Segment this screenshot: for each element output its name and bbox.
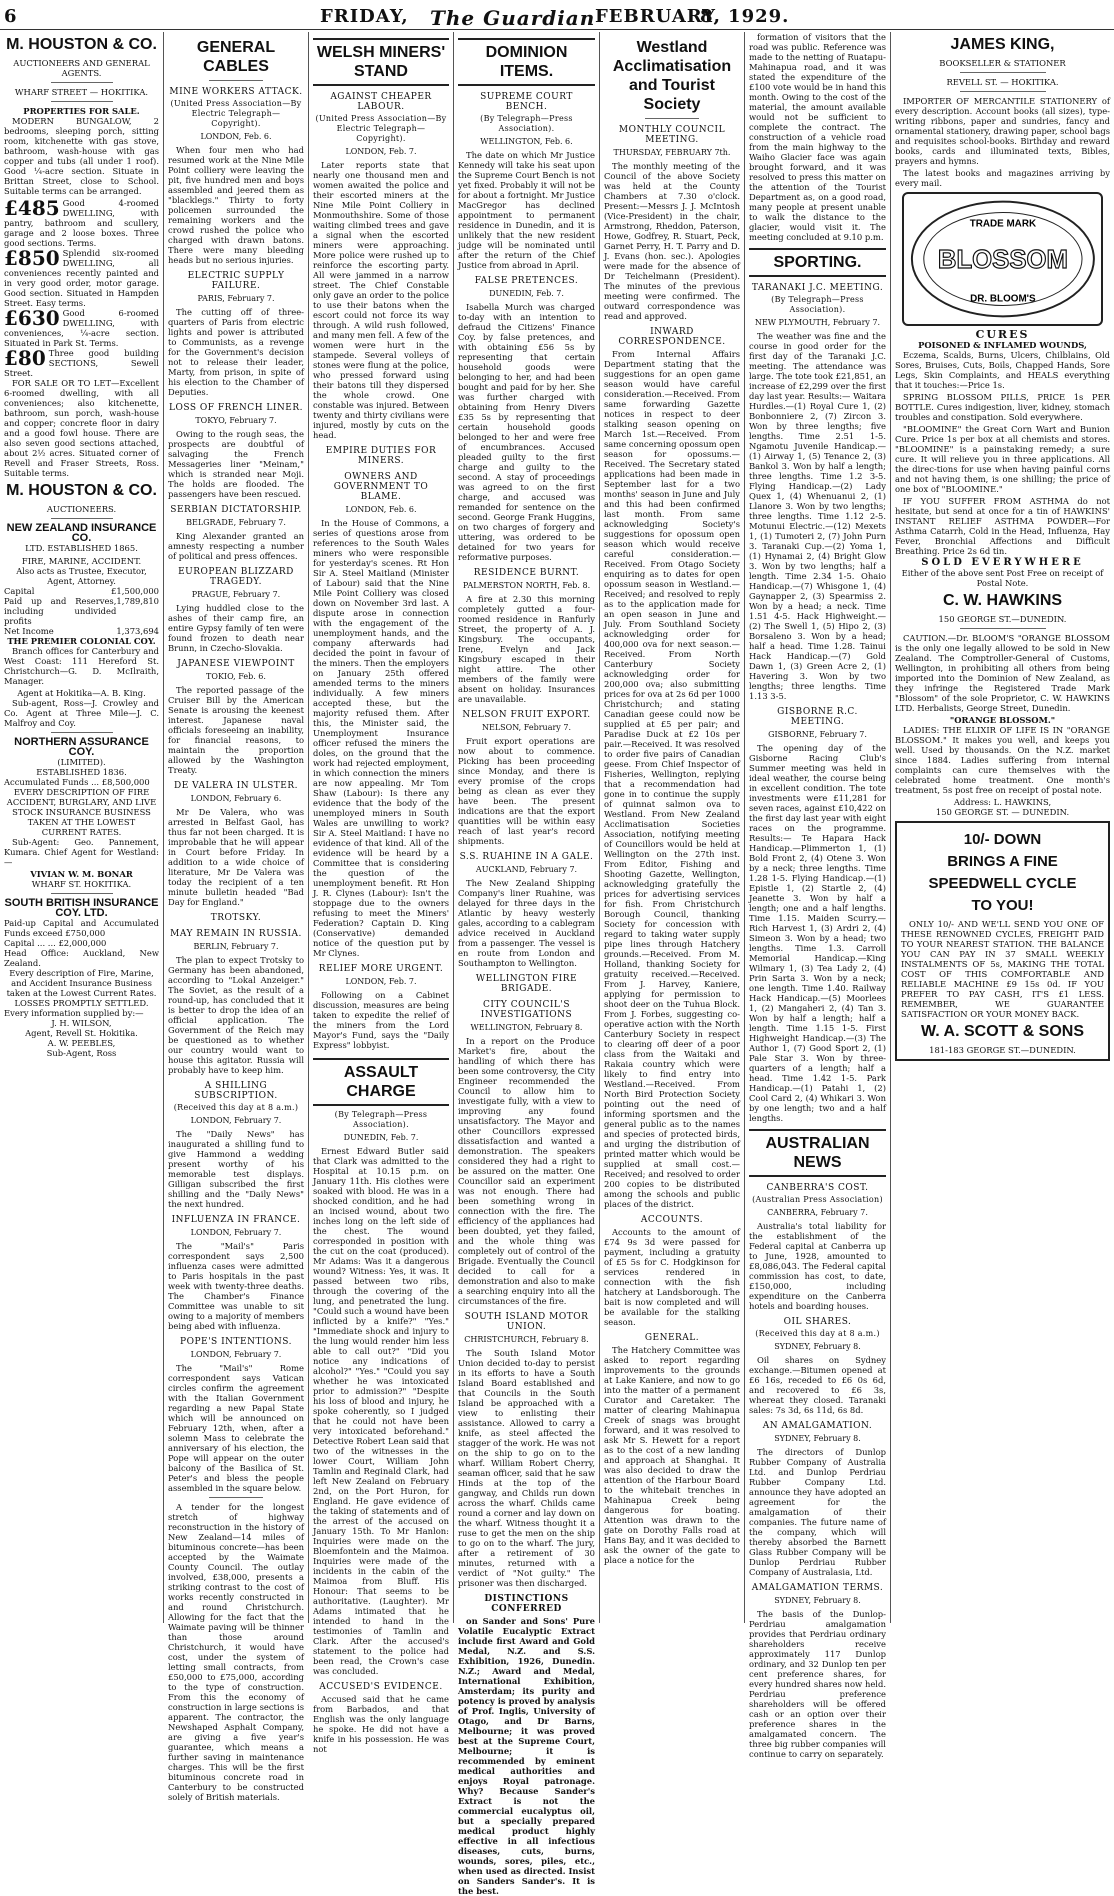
- wilson-agent: Agent, Revell St. Hokitika.: [25, 1028, 138, 1038]
- story-heading: AGAINST CHEAPER LABOUR.: [330, 92, 432, 112]
- story-text: The weather was fine and the course in good order for the first day of the Taranaki J.C. meeting. The attendance was large. The tote took £21,851, an increase of £2,299 over the first day last year. Results:— Waitara Hurdles.—(1) Royal Cure 1, (2) Bonbonniere 2, (7) Zircon 3. Won by three lengths; five lengths. Time 2.51 1-5. Ngamotu Juvenile Handicap.—(1) Airway 1, (5) Tenance 2, (3) Bankol 3. Won by half a length; three lengths. Time 1.2 3-5. Flying Handicap.—(2) Lady Quex 1, (4) Whenuanui 2, (1) Llanore 3. Won by two lengths; three lengths. Time 1.12 2-5. Motunui Electric.—(12) Mexets 1, (1) Tumoteri 2, (7) John Purn 3. Taranaki Cup.—(2) Yoma 1, (1) Hynamai 2, (4) Bright Glow 3. Won by two lengths; half a length. Time 2.34 1-5. Ohaio Handicap.—(7) Whisgone 1, (4) Gaynapper 2, (3) Spearmiss 2. Won by a head; a neck. Time 1.51 4-5. Hack Highweight.—(2) The Swell 1, (5) Hipo 2, (3) Borsaleno 3. Won by a head; half a head. Time 1.28. Tainui Hack Handicap.—(7) Gold Dawn 1, (3) Green Acre 2, (1) Havering 3. Won by two lengths; three lengths. Time 1.13 3-5.: [749, 331, 886, 701]
- info-supplied: Every information supplied by:—: [4, 1008, 144, 1018]
- story-heading: SOUTH ISLAND MOTOR UNION.: [464, 1312, 589, 1332]
- dateline: AUCKLAND, February 7.: [475, 865, 578, 874]
- story-heading: FALSE PRETENCES.: [474, 276, 579, 286]
- story-text: The opening day of the Gisborne Racing Club's Summer meeting was held in ideal weather, the course being in excellent condition. The tote investments were £11,281 for seven races, against £10,422 on the first day last year with eight races on the programme. Results:— Te Hapara Hack Handicap.—Plimmerton 1, (1) Bold Front 2, (4) Otene 3. Won by a neck; three lengths. Time 1.28 1-5. Flying Handicap.—(1) Epistle 1, (2) Startle 2, (4) Jeanette 3. Won by half a length; one and a half lengths. Time 1.15. Maiden Scurry.—Rich Harvest 1, (3) Ardri 2, (4) Simeon 3. Won by a head; two lengths. Time 1.3. Carroll Memorial Handicap.—King Wilmary 1, (3) Tea Lady 2, (4) Prin Sarta 3. Won by a neck; one length. Time 1.40. Railway Hack Handicap.—(5) Moorlees 1, (2) Mangaheri 2, (4) Tan 3. Won by half a length; half a length. Time 1.15 1-5. First Highweight Handicap.—(3) The Author 1, (7) Good Sport 2, (1) Pale Star 3. Won by three-quarters of a length; half a head. Time 1.42 1-5. Park Handicap.—(1) Patahi 1, (2) Cool Card 2, (4) Whikari 3. Won by one length; two and a half lengths.: [749, 743, 886, 1123]
- section-heading: SPORTING.: [749, 248, 886, 277]
- story-heading: CANBERRA'S COST.: [766, 1183, 869, 1193]
- cures-text: Eczema, Scalds, Burns, Ulcers, Chilblains, Old Sores, Bruises, Cuts, Boils, Chapped Hands, Sore Legs, Skin Complaints, and HEALS everything that it touches:—Price 1s.: [895, 350, 1110, 390]
- story-heading: SUPREME COURT BENCH.: [480, 92, 573, 112]
- story-text: The monthly meeting of the Council of the above Society was held at the County Chambers at 7.30 o'clock. Present:—Messrs J. J. McIntosh (Vice-President) in the chair, Armstrong, Rheddon, Paterson, Howe, Godfrey, R. Stuart, Peck, Garnet Perry, H. T. Parry and D. J. Evans (hon. sec.). Apologies were made for the absence of Dr Teichelmann (President). The minutes of the previous meeting were confirmed. The outward correspondence was read and approved.: [604, 161, 740, 321]
- property-ad: Three good building SECTIONS, Sewell Street.: [4, 348, 159, 378]
- section-heading: Westland Acclimatisation and Tourist Society: [612, 39, 732, 113]
- story-heading: EMPIRE DUTIES FOR MINERS.: [325, 446, 437, 466]
- dateline: SYDNEY, February 8.: [774, 1342, 861, 1351]
- branch-offices: Branch offices for Canterbury and West Coast: 111 Hereford St. Christchurch—G. D. McIlraith, Manager.: [4, 646, 159, 686]
- story-text: The South Island Motor Union decided to-day to persist in its efforts to have a South Island Board established and that Councils in the South Island be approached with a view to enlisting their assistance. Allowed to carry a knife, as steel affected the stagger of the work. He was not on the ship to go on to the wharf. William Robert Cherry, seaman officer, said that he saw Hinds at the top of the gangway, and Childs run down across the wharf. Childs came round a corner and lay down on the wharf. Witness thought it a ruse to get the men on the ship to go on to the wharf. The jury, after a retirement of 30 minutes, returned with a verdict of "Not guilty." The prisoner was then discharged.: [458, 1348, 595, 1588]
- dateline: DUNEDIN, Feb. 7.: [489, 289, 564, 298]
- dateline: LONDON, February 6.: [190, 794, 282, 803]
- dateline: PARIS, February 7.: [197, 294, 275, 303]
- paidup-value: 1,789,810: [116, 596, 159, 606]
- story-heading: GISBORNE R.C. MEETING.: [777, 707, 858, 727]
- paidup-label: Paid up and Reserves, including undivided profits: [4, 596, 117, 626]
- credit-line: (United Press Association—By Electric Telegraph—Copyright).: [315, 114, 447, 143]
- peebles-agent: Sub-Agent, Ross: [46, 1048, 117, 1058]
- cycle-headline-4: TO YOU!: [971, 897, 1034, 914]
- houston-name-2: M. HOUSTON & CO.: [6, 482, 157, 499]
- sb-capital: Capital ... ... £2,000,000: [4, 938, 107, 948]
- spring-blossom-ad: SPRING BLOSSOM PILLS, PRICE 1s PER BOTTLE. Cures indigestion, liver, kidney, stomach troubles and constipation. Sold everywhere.: [895, 392, 1110, 422]
- story-heading: WELLINGTON FIRE BRIGADE.: [475, 974, 578, 994]
- dateline: WELLINGTON, February 8.: [470, 1023, 583, 1032]
- story-text: A tender for the longest stretch of highway reconstruction in the history of New Zealand—14 miles of bituminous concrete—has been accepted by the Waimate County Council. The outlay involved, £38,000, presents a striking contrast to the cost of works recently constructed in and round Christchurch. Allowing for the fact that the Waimate paving will be thinner than those around Christchurch, it would have cost, under the system of letting small contracts, from £50,000 to £75,000, according to the type of construction. From this the economy of construction in large sections is apparent. The contractor, the Newshaped Asphalt Company, are giving a five year's guarantee, which means a further saving in maintenance charges. This will be the first bituminous concrete road in Canterbury to be constructed solely of British materials.: [168, 1502, 304, 1802]
- story-heading: AMALGAMATION TERMS.: [751, 1583, 884, 1593]
- story-subheading: OWNERS AND GOVERNMENT TO BLAME.: [333, 472, 429, 502]
- story-heading: EUROPEAN BLIZZARD TRAGEDY.: [178, 567, 294, 587]
- credit-line: (By Telegraph—Press Association).: [334, 1110, 428, 1129]
- dateline: NEW PLYMOUTH, February 7.: [754, 318, 881, 327]
- story-heading: S.S. RUAHINE IN A GALE.: [459, 852, 594, 862]
- cycle-headline-2: BRINGS A FINE: [947, 853, 1058, 870]
- masthead-date: 8, 1929.: [700, 6, 790, 27]
- story-subheading: MAY REMAIN IN RUSSIA.: [170, 929, 302, 939]
- james-king-ad: IMPORTER OF MERCANTILE STATIONERY of every description. Account books (all sizes), type-writing ribbons, paper and sundries, fancy and ornamental stationery, drawing paper, school bags and requisites school-books. Birthday and reward books, cards and illuminated texts, Bibles, prayers and hymns.: [895, 96, 1110, 166]
- dateline: CHRISTCHURCH, February 8.: [464, 1335, 589, 1344]
- accumulated-funds: Accumulated Funds ... £8,500,000: [4, 777, 150, 787]
- story-text: In a report on the Produce Market's fire, about the handling of which there has been some controversy, the City Engineer recommended the Council to allow him to investigate fully, with a view to improving any found unsatisfactory. The Mayor and other Councillors expressed dissatisfaction and wanted a demonstration. The speakers considered they had a right to be assured on the matter. One Councillor said an experiment was not enough. There had been something wrong in connection with the fire. The efficiency of the appliances had been doubted, yet they failed, and the whole thing was completely out of control of the Brigade. Eventually the Council decided to call for a demonstration and also to make a searching enquiry into all the circumstances of the fire.: [458, 1036, 595, 1306]
- property-ad: Good 4-roomed DWELLING, with pantry, bathroom and scullery, garage and 2 loose boxes. Three good sections. Terms.: [4, 198, 159, 248]
- section-heading: WELSH MINERS' STAND: [313, 38, 449, 86]
- story-text: Owing to the rough seas, the prospects are doubtful of salvaging the French Messageries liner "Meinam," which is stranded near Moji. The holds are flooded. The passengers have been rescued.: [168, 429, 304, 499]
- losses-settled: LOSSES PROMPTLY SETTLED.: [14, 998, 149, 1008]
- property-price: £80: [4, 346, 46, 370]
- received-note: (Received this day at 8 a.m.): [173, 1103, 299, 1112]
- story-text: When four men who had resumed work at the Nine Mile Point colliery were leaving the pit, five hundred men and boys assembled and jeered them as "blacklegs." Thirty to forty policemen surrounded the remaining workers and the crowd rushed the police who charged with drawn batons. There were many bleeding heads but no serious injuries.: [168, 145, 304, 265]
- vivian-bonar: VIVIAN W. M. BONAR: [30, 869, 133, 879]
- sub-agent-ross: Sub-agent, Ross—J. Crowley and Co. Agent at Three Mile—J. C. Malfroy and Coy.: [4, 698, 159, 728]
- dateline: SYDNEY, February 8.: [774, 1434, 861, 1443]
- dateline: PALMERSTON NORTH, Feb. 8.: [462, 581, 591, 590]
- story-heading: JAPANESE VIEWPOINT: [177, 659, 295, 669]
- nz-insurance-name: NEW ZEALAND INSURANCE CO.: [6, 522, 157, 544]
- established-1836: ESTABLISHED 1836.: [36, 767, 127, 777]
- story-heading: POPE'S INTENTIONS.: [180, 1337, 292, 1347]
- dateline: WELLINGTON, Feb. 6.: [480, 137, 573, 146]
- trustee-note: Also acts as Trustee, Executor, Agent, Attorney.: [16, 566, 147, 586]
- story-heading: GENERAL.: [644, 1333, 700, 1343]
- credit-line: (United Press Association—By Electric Telegraph—Copyright).: [170, 99, 302, 128]
- dateline: LONDON, Feb. 6.: [200, 132, 272, 141]
- logo-bottom-text: DR. BLOOM'S: [969, 293, 1036, 305]
- story-heading: MINE WORKERS ATTACK.: [169, 87, 303, 97]
- dateline: LONDON, Feb. 7.: [345, 977, 417, 986]
- cycle-headline-1: 10/- DOWN: [963, 831, 1042, 848]
- story-text: A fire at 2.30 this morning completely gutted a four-roomed residence in Ranfurly Street, the property of A. J. Kingsbury. The occupants, Irene, Evelyn and Jack Kingsbury escaped in their night attire. The other members of the family were absent on holiday. Insurances are unavailable.: [458, 594, 595, 704]
- premier-colonial: THE PREMIER COLONIAL COY.: [7, 636, 156, 646]
- james-king-ad-2: The latest books and magazines arriving by every mail.: [895, 168, 1110, 188]
- credit-line: (By Telegraph—Press Association).: [771, 295, 864, 314]
- story-text: The plan to expect Trotsky to Germany has been abandoned, according to "Lokal Anzeiger." The Soviet, as the result of a round-up, has concluded that it is better to drop the idea of an official application. The Government of the Reich may be questioned as to whether our country would want to house this agitator. Russia will probably have to keep him.: [168, 955, 304, 1075]
- story-text: The "Daily News" has inaugurated a shilling fund to give Hammond a wedding present worthy of his memorable test displays. Gilligan subscribed the first shilling and the "Daily News" the next hundred.: [168, 1129, 304, 1209]
- story-text: The reported passage of the Cruiser Bill by the American Senate is arousing the keenest interest. Japanese naval officials foreseeing an inability, for financial reasons, to maintain the proportion allowed by the Washington Treaty.: [168, 685, 304, 775]
- blossom-logo-graphic: [904, 194, 1102, 324]
- credit-line: (Australian Press Association): [752, 1195, 883, 1204]
- property-price: £630: [4, 306, 60, 330]
- story-text: Accounts to the amount of £74 9s 3d were passed for payment, including a gratuity of £5 5s for C. Hodgkinson for services rendered in connection with the fish hatchery at Landsborough. The bait is now completed and will be available for the stalking season.: [604, 1227, 740, 1327]
- column-4-dominion-items: [454, 32, 599, 1896]
- story-text: In the House of Commons, a series of questions arose from references to the South Wales miners who were responsible for yesterday's scenes. Rt Hon Sir A. Steel Maitland (Minister of Labour) said that the Nine Mile Point Colliery was closed down on November 3rd last. A dispute arose in connection with the engagement of the unemployment hands, and the company afterwards had decided the point in favour of the miners. Then the employers on January 25th offered amended terms to the miners individually. A few miners accepted these, but the majority refused them. After this, the Minister said, the Unemployment Insurance officer refused the miners the doles, on the ground that the work had rejected employment, in which connection the miners are now appealing. Mr Tom Shaw (Labour): Is there any evidence that the body of the unemployed miners in South Wales are unwilling to work? Sir A. Steel Maitland: I have no evidence of that kind. All of the evidence will be heard by a Committee that is considering the question of the unemployment benefit. Rt Hon J. R. Clynes (Labour): Isn't the stoppage due to the owners refusing to meet the Miners' Federation? Captain D. King (Conservative) demanded notice of the question put by Mr Clynes.: [313, 518, 449, 958]
- dateline: CANBERRA, February 7.: [767, 1208, 868, 1217]
- story-heading: MONTHLY COUNCIL MEETING.: [618, 125, 726, 145]
- nz-insurance-est: LTD. ESTABLISHED 1865.: [25, 543, 138, 553]
- masthead-month: FEBRUARY,: [595, 6, 721, 27]
- story-text: Oil shares on Sydney exchange.—Bitumen opened at £6 16s, receded to £6 0s 6d, and recovered to £6 3s, whereat they closed. Taranaki sales: 7s 3d, 6s 11d, 6s 8d.: [749, 1355, 886, 1415]
- distinctions-heading: DISTINCTIONS CONFERRED: [484, 1594, 569, 1614]
- column-7-ads: [891, 32, 1114, 1623]
- story-text: Australia's total liability for the establishment of the Federal capital at Canberra up to June, 1928, amounted to £8,086,043. The Federal capital commission has cost, to date, £150,000, including expenditure on the Canberra hotels and boarding houses.: [749, 1221, 886, 1311]
- cures-subheading: POISONED & INFLAMED WOUNDS,: [918, 340, 1087, 350]
- dateline: SYDNEY, February 8.: [774, 1596, 861, 1605]
- sb-paid-up: Paid-up Capital and Accumulated Funds exceed £750,000: [4, 918, 159, 938]
- column-1-ads: [0, 32, 163, 1623]
- speedwell-cycle-ad: [895, 821, 1110, 1061]
- logo-word: BLOSSOM: [937, 245, 1068, 274]
- address-line-2: 150 GEORGE ST. — DUNEDIN.: [935, 807, 1070, 817]
- column-5-acclimatisation: [600, 32, 744, 1623]
- post-free-note: Either of the above sent Post Free on receipt of Postal Note.: [901, 568, 1104, 588]
- section-heading: AUSTRALIAN NEWS: [749, 1129, 886, 1177]
- story-heading: INWARD CORRESPONDENCE.: [618, 327, 726, 347]
- houston-address: WHARF STREET — HOKITIKA.: [14, 87, 149, 97]
- agent-hokitika: Agent at Hokitika—A. B. King.: [17, 688, 146, 698]
- dateline: LONDON, Feb. 6.: [345, 505, 417, 514]
- story-heading: ACCUSED'S EVIDENCE.: [319, 1682, 443, 1692]
- story-heading: ACCOUNTS.: [640, 1215, 704, 1225]
- caution-notice: CAUTION.—Dr. BLOOM'S "ORANGE BLOSSOM is the only one legally allowed to be sold in New Zealand. The Comptroller-General of Customs, Wellington, in prohibiting all others from being imported into the Dominion of New Zealand, as they infringe the Registered Trade Mark "Blossom" of the sole Proprietor, C. W. HAWKINS LTD. Herbalists, George Street, Dunedin.: [895, 633, 1110, 713]
- property-ad: MODERN BUNGALOW, 2 bedrooms, sleeping porch, sitting room, kitchenette with gas stove, bathroom, wash-house with gas copper and tubs (all under 1 roof). Good ¼-acre section. Situate in Brittan Street, close to School. Suitable terms can be arranged.: [4, 116, 159, 196]
- story-text: The New Zealand Shipping Company's liner Ruahine, was delayed for three days in the Atlantic by heavy westerly gales, according to a cablegram advice received in Auckland from a passenger. The vessel is en route from London and Southampton to Wellington.: [458, 878, 595, 968]
- property-ad: Splendid six-roomed DWELLING, all conveniences recently painted and in very good order, motor garage. Good section. Situated in Hampden Street. Easy terms.: [4, 248, 159, 308]
- column-3-welsh-miners: [309, 32, 453, 1754]
- logo-top-text: TRADE MARK: [969, 218, 1036, 230]
- blossom-logo: [902, 192, 1104, 326]
- dateline: BERLIN, February 7.: [193, 942, 279, 951]
- credit-line: (By Telegraph—Press Association).: [480, 114, 573, 133]
- cures-heading: CURES: [975, 328, 1030, 341]
- story-heading: NELSON FRUIT EXPORT.: [462, 710, 591, 720]
- hawkins-address: 150 GEORGE ST.—DUNEDIN.: [938, 614, 1067, 624]
- section-heading: DOMINION ITEMS.: [458, 38, 595, 86]
- limited: (LIMITED).: [57, 757, 106, 767]
- james-king-address: REVELL ST. — HOKITIKA.: [946, 77, 1059, 87]
- story-heading: RELIEF MORE URGENT.: [318, 964, 444, 974]
- sold-everywhere: SOLD EVERYWHERE: [921, 557, 1084, 568]
- story-heading: AN AMALGAMATION.: [762, 1421, 873, 1431]
- property-ad: Good 6-roomed DWELLING, with conveniences, ¼-acre section. Situated in Park St. Terms.: [4, 308, 159, 348]
- houston-desc: AUCTIONEERS AND GENERAL AGENTS.: [13, 58, 150, 78]
- property-price: £485: [4, 196, 60, 220]
- story-text: The date on which Mr Justice Kennedy will take his seat upon the Supreme Court Bench is not yet fixed. Probably it will not be for about a fortnight. Mr Justice MacGregor has declined appointment to permanent residence in Dunedin, and it is unlikely that the new resident judge will be nominated until after the return of the Chief Justice from abroad in April.: [458, 150, 595, 270]
- properties-heading: PROPERTIES FOR SALE.: [23, 106, 140, 116]
- capital-value: £1,500,000: [111, 586, 159, 596]
- property-ad: FOR SALE OR TO LET—Excellent 6-roomed dwelling, with all conveniences; also kitchenette, bathroom, sun porch, wash-house and copper; concrete floor in dairy and a good fowl house. There are also seven good sections attached, about 2½ acres. Situated corner of Revell and Fraser Streets, Ross. Suitable terms.: [4, 378, 159, 478]
- story-text: From Internal Affairs Department stating that the suggestions for an open game season would have careful consideration.—Received. From same forwarding Gazette notices in respect to deer stalking season opening on March 1st.—Received. From same concerning opossum open season for opossums.—Received. The Secretary stated applications had been made in September last for a two months' season in June and July and this had been confirmed last month. From same acknowledging Society's suggestions for opossum open season which would receive careful consideration.—Received. From Otago Society enquiring as to dates for open opossum season in Westland.—Received; and resolved to reply as to the application made for an open season in June and July. From Southland Society acknowledging order for 400,000 ova for next season.—Received. From North Canterbury Society acknowledging order for 200,000 ova; also submitting prices for ova at 2s 6d per 1000 Christchurch; and stating Canadian geese could now be supplied at £5 per pair; and Paradise Duck at £2 10s per pair.—Received. It was resolved to order five pairs of Canadian geese. From Chief Inspector of Fisheries, Wellington, replying that a recommendation had gone in to continue the supply of quinnat salmon ova to Westland. From New Zealand Acclimatisation Societies Association, notifying meeting of Councillors would be held at Wellington on the 27th inst. From Editor, Fishing and Shooting Gazette, Wellington, acknowledging gratefully the prices for advertising services for fish. From Christchurch Borough Council, thanking Society for concession with regard to taking water supply pipe lines through Hatchery grounds.—Received. From M. Holland, thanking Society for gratuity received.—Received. From J. Harvey, Kaniere, applying for permission to shoot deer on the Tuhua Block. From J. Forbes, suggesting co-operative action with the North Canterbury Society in respect to clearing off deer of a poor class from the Waitaki and Rakaia country which were likely to find entry into Westland.—Received. From North Bird Protection Society pointing out the need of informing sportsmen and the general public as to the names and species of protected birds, and urging the distribution of printed matter which would be supplied at small cost.—Received; and resolved to order 200 copies to be distributed among the schools and public places of the district.: [604, 349, 740, 1209]
- story-text: The "Mail's" Paris correspondent says 2,500 influenza cases were admitted to Paris hospitals in the past week with twenty-three deaths. The Chamber's Finance Committee was unable to sit owing to a majority of members being abed with influenza.: [168, 1241, 304, 1331]
- story-text: King Alexander granted an amnesty respecting a number of political and press offences.: [168, 531, 304, 561]
- james-king-desc: BOOKSELLER & STATIONER: [939, 58, 1066, 68]
- dateline: PRAGUE, February 7.: [191, 590, 281, 599]
- section-heading: ASSAULT CHARGE: [313, 1058, 449, 1106]
- vivian-address: WHARF ST. HOKITIKA.: [31, 879, 132, 889]
- story-heading: SERBIAN DICTATORSHIP.: [170, 505, 302, 515]
- story-text: The directors of Dunlop Rubber Company of Australia Ltd. and Dunlop Perdriau Rubber Company Ltd. announce they have adopted an agreement for the amalgamation of their companies. The future name of the company, which will thereby absorbed the Barnett Glass Rubber Company will be Dunlop Perdriau Rubber Company of Australasia, Ltd.: [749, 1447, 886, 1577]
- hawkins-name: C. W. HAWKINS: [942, 592, 1063, 609]
- story-text: The basis of the Dunlop-Perdriau amalgamation provides that Perdriau ordinary shareholders receive approximately 117 Dunlop ordinary, and 32 Dunlop ten per cent preference shares, for every hundred shares now held. Perdriau preference shareholders will be offered cash or an option over their preference shares in the amalgamated concern. The three big rubber companies will continue to carry on separately.: [749, 1609, 886, 1759]
- south-british-insurance: SOUTH BRITISH INSURANCE COY. LTD.: [4, 897, 159, 919]
- story-heading: INFLUENZA IN FRANCE.: [171, 1215, 301, 1225]
- northern-assurance: NORTHERN ASSURANCE COY.: [14, 736, 149, 758]
- story-text: Lying huddled close to the ashes of their camp fire, an entire Gypsy family of ten were found frozen to death near Brunn, in Czecho-Slovakia.: [168, 603, 304, 653]
- fire-marine: FIRE, MARINE, ACCIDENT.: [21, 556, 142, 566]
- story-heading: TARANAKI J.C. MEETING.: [751, 283, 884, 293]
- sub-agent-kumara: Sub-Agent: Geo. Pannement, Kumara. Chief Agent for Westland:—: [4, 837, 159, 867]
- masthead-rule: [0, 29, 1114, 30]
- sb-head-office: Head Office: Auckland, New Zealand.: [4, 948, 159, 968]
- dateline: DUNEDIN, Feb. 7.: [343, 1133, 419, 1142]
- column-2-general-cables: [164, 32, 308, 1802]
- capital-label: Capital: [4, 586, 35, 596]
- story-text: Ernest Edward Butler said that Clark was admitted to the Hospital at 10.15 p.m. on January 11th. His clothes were soaked with blood. He was in a shocked condition, and he had an incised wound, about two inches long on the left side of the chest. The wound corresponded in position with the cut on the coat (produced). Mr Adams: Was it a dangerous wound? Witness: Yes, it was. It passed between two ribs, through the covering of the lung, and penetrated the lung. "Could such a wound have been inflicted by a knife?" "Yes." "Immediate shock and injury to the lung would render him less able to call out?" "Did you notice any indications of alcohol?" "Yes." "Could you say whether he was intoxicated prior to admission?" "Despite his loss of blood and injury, he spoke coherently, so I judged that he could not have been very intoxicated beforehand." Detective Robert Lean said that two of the witnesses in the lower Court, William John Tamlin and Reginald Clark, had left New Zealand on February 2nd, on the Port Huron, for England. He gave evidence of the taking of statements and of the arrest of the accused on January 15th. To Mr Hanlon: Inquiries were made on the Bloemfontein and the Maimoa. Inquiries were made of the incidents in the cabin of the Maimoa from Bluff. His Honour: That seems to be authoritative. (Laughter). Mr Adams intimated that he intended to hand in the testimonies of Tamlin and Clark. After the accused's statement to the police had been read, the Crown's case was concluded.: [313, 1146, 449, 1676]
- sb-description: Every description of Fire, Marine, and Accident Insurance Business taken at the Lowest Current Rates.: [6, 968, 157, 998]
- cycle-text: ONLY 10/- AND WE'LL SEND YOU ONE OF THESE RENOWNED CYCLES, FREIGHT PAID TO YOUR NEAREST STATION. THE BALANCE YOU CAN PAY IN 37 SMALL WEEKLY INSTALMENTS OF 5s, MAKING THE TOTAL COST OF THIS COMFORTABLE AND RELIABLE MACHINE £9 15s 0d. IF YOU PREFER TO PAY CASH, IT'S £1 LESS. REMEMBER, WE GUARANTEE SATISFACTION OR YOUR MONEY BACK.: [901, 919, 1104, 1019]
- dateline: TOKIO, Feb. 6.: [206, 672, 266, 681]
- story-heading: DE VALERA IN ULSTER.: [174, 781, 298, 791]
- dateline: LONDON, February 7.: [190, 1228, 282, 1237]
- story-text: Isabella Murch was charged to-day with an intention to defraud the Citizens' Finance Coy. by false pretences, and with obtaining £56 5s by representing that certain household goods were belonging to her, and had been bought and paid for by her. She was further charged with obtaining from Henry Divers £35 5s by representing that certain household goods belonged to her and were free of encumbrances. Accused pleaded guilty to the first charge and guilty to the second. A stay of proceedings was agreed to on the first charge, and accused was remanded for sentence on the second. George Frank Huggins, on two charges of forgery and uttering, was ordered to be detained for two years for reformative purposes.: [458, 302, 595, 562]
- asthma-ad: IF YOU SUFFER FROM ASTHMA do not hesitate, but send at once for a tin of HAWKINS' INSTANT RELIEF ASTHMA POWDER—For Asthma Catarrh, Cold in the Head, Influenza, Hay Fever, Bronchial Affections and Difficult Breathing. Price 2s 6d tin.: [895, 496, 1110, 556]
- orange-blossom-heading: "ORANGE BLOSSOM.": [949, 715, 1056, 725]
- dateline: LONDON, February 7.: [190, 1350, 282, 1359]
- insurance-description: EVERY DESCRIPTION OF FIRE ACCIDENT, BURGLARY, AND LIVE STOCK INSURANCE BUSINESS TAKEN AT THE LOWEST CURRENT RATES.: [6, 787, 157, 837]
- story-text: The Hatchery Committee was asked to report regarding improvements to the grounds at Lake Kaniere, and now to go into the matter of a permanent Curator and Caretaker. The matter of clearing Mahinapua Creek of snags was brought forward, and it was resolved to ask Mr S. Hewett for a report as to the cost of a new landing and approach at Shanghai. It was also decided to draw the attention of the Harbour Board to the whitebait trenches in Mahinapua Creek being dangerous for boating. Attention was drawn to the gate on Dorothy Falls road at Hans Bay, and it was decided to ask the owner of the gate to place a notice for the: [604, 1345, 740, 1565]
- story-text: Mr De Valera, who was arrested in Belfast Gaol, has thus far not been charged. It is improbable that he will appear in Court before Friday. In addition to a wide choice of literature, Mr De Valera was today the recipient of a ten minute bulletin headed "Bad Day for England.": [168, 807, 304, 907]
- wilson: J. H. WILSON,: [51, 1018, 112, 1028]
- sanders-ad: on Sander and Sons' Pure Volatile Eucalyptic Extract include first Award and Gold Medal, N.Z. and S.S. Exhibition, 1926, Dunedin. N.Z.; Award and Medal, International Exhibition, Amsterdam; its purity and potency is proved by analysis of Prof. Inglis, University of Otago, and Dr Barns, Melbourne; it was proved best at the Supreme Court, Melbourne; it is recommended by eminent medical authorities and enjoys Royal patronage. Why? Because Sander's Extract is not the commercial eucalyptus oil, but a specially prepared medical product highly effective in all infectious diseases, cuts, burns, wounds, sores, piles, etc., when used as directed. Insist on Sanders Sander's. It is the best.: [458, 1616, 595, 1896]
- story-heading: A SHILLING SUBSCRIPTION.: [194, 1081, 278, 1101]
- story-heading: TROTSKY.: [210, 913, 262, 923]
- story-text: Fruit export operations are now about to commence. Picking has been proceeding since Monday, and there is every promise of the crops being as clean as ever they have been. The present indications are that the export quantities will be within easy reach of last year's record shipments.: [458, 736, 595, 846]
- masthead-title: The Guardian: [430, 6, 596, 30]
- address-line: Address: L. HAWKINS,: [953, 797, 1052, 807]
- peebles: A. W. PEEBLES,: [47, 1038, 116, 1048]
- story-heading: LOSS OF FRENCH LINER.: [168, 403, 304, 413]
- property-price: £850: [4, 246, 60, 270]
- story-subheading: CITY COUNCIL'S INVESTIGATIONS: [480, 1000, 573, 1020]
- ladies-ad: LADIES: THE ELIXIR OF LIFE IS IN "ORANGE BLOSSOM." It makes you well, and keeps you well. Used by thousands. On the N.Z. market since 1884. Ladies suffering from internal complaints can cure themselves with the celebrated home treatment. One month's treatment, 5s post free on receipt of postal note.: [895, 725, 1110, 795]
- story-text: Following on a Cabinet discussion, measures are being taken to expedite the relief of the miners from the Lord Mayor's Fund, says the "Daily Express" lobbyist.: [313, 990, 449, 1050]
- received-note: (Received this day at 8 a.m.): [755, 1329, 880, 1338]
- story-heading: OIL SHARES.: [783, 1317, 852, 1327]
- story-text: The "Mail's" Rome correspondent says Vatican circles confirm the agreement with the Italian Government regarding a new Papal State which will be announced on February 12th, when, after a solemn Mass to celebrate the anniversary of his election, the Pope will appear on the outer balcony of the Basilica of St. Peter's and bless the people assembled in the square below.: [168, 1363, 304, 1493]
- dateline: GISBORNE, February 7.: [768, 730, 867, 739]
- story-heading: ELECTRIC SUPPLY FAILURE.: [187, 271, 285, 291]
- cycle-headline-3: SPEEDWELL CYCLE: [928, 875, 1077, 892]
- dateline: NELSON, February 7.: [482, 723, 571, 732]
- story-text: Accused said that he came from Barbados, and that English was the only language he spoke. He did not have a knife in his possession. He was not: [313, 1694, 449, 1754]
- net-income-label: Net Income: [4, 626, 54, 636]
- net-income-value: 1,373,694: [116, 626, 159, 636]
- auctioneers: AUCTIONEERS.: [46, 504, 117, 514]
- column-6-sporting: [745, 32, 890, 1759]
- story-heading: RESIDENCE BURNT.: [473, 568, 580, 578]
- page-number: 6: [4, 6, 18, 27]
- james-king-name: JAMES KING,: [950, 36, 1055, 53]
- houston-name: M. HOUSTON & CO.: [6, 36, 157, 53]
- dateline: LONDON, February 7.: [190, 1116, 282, 1125]
- masthead: [0, 0, 1114, 30]
- story-text: Later reports state that nearly one thousand men and women awaited the police and their escorted miners at the Nine Mile Point Colliery in Monmouthshire. Some of those waiting climbed trees and gave a signal when the escorted miners were approaching. More police were rushed up to reinforce the escorting party. All were jammed in a narrow street. The Chief Constable only gave an order to the police to use their batons when the escort could not force its way through. A wild rush followed, and many men fell. A few of the women were hurt in the stampede. Several volleys of stones were flung at the police, who pressed forward using their batons till they dispersed the whole crowd. One constable was injured. Between twenty and thirty civilians were injured, mostly by cuts on the head.: [313, 160, 449, 440]
- story-text: formation of visitors that the road was public. Reference was made to the netting of Ruatapu-Mahinapua road, and it was stated the expenditure of the £100 vote would be in hand this month. Owing to the cost of the material, the amount available would not be sufficient to complete the contract. The construction of a vehicle road from the main highway to the Waiho Glacier face was again brought forward, and it was resolved to press this matter on the attention of the Tourist Department as, on a good road, many people at present unable to walk the distance to the glacier, would visit it. The meeting concluded at 9.10 p.m.: [749, 32, 886, 242]
- section-heading: GENERAL CABLES: [196, 39, 276, 75]
- dateline: THURSDAY, FEBRUARY 7th.: [613, 148, 731, 157]
- story-text: The cutting off of three-quarters of Paris from electric lights and power is attributed to Communists, as a revenge for the Government's decision not to release their leader, Marty, from prison, in spite of his election to the Chamber of Deputies.: [168, 307, 304, 397]
- dateline: TOKYO, February 7.: [195, 416, 277, 425]
- scott-name: W. A. SCOTT & SONS: [921, 1023, 1084, 1040]
- dateline: LONDON, Feb. 7.: [345, 147, 417, 156]
- dateline: BELGRADE, February 7.: [186, 518, 286, 527]
- scott-address: 181-183 GEORGE ST.—DUNEDIN.: [929, 1045, 1076, 1055]
- bloomine-ad: "BLOOMINE" the Great Corn Wart and Bunion Cure. Price 1s per box at all chemists and stores. "BLOOMINE" is a painstaking remedy; a sure cure. It will relieve you in three applications. All the direc-tions for use when having painful corns and not having them, is one shilling; the price of one box of "BLOOMINE.": [895, 424, 1110, 494]
- masthead-day: FRIDAY,: [320, 6, 409, 27]
